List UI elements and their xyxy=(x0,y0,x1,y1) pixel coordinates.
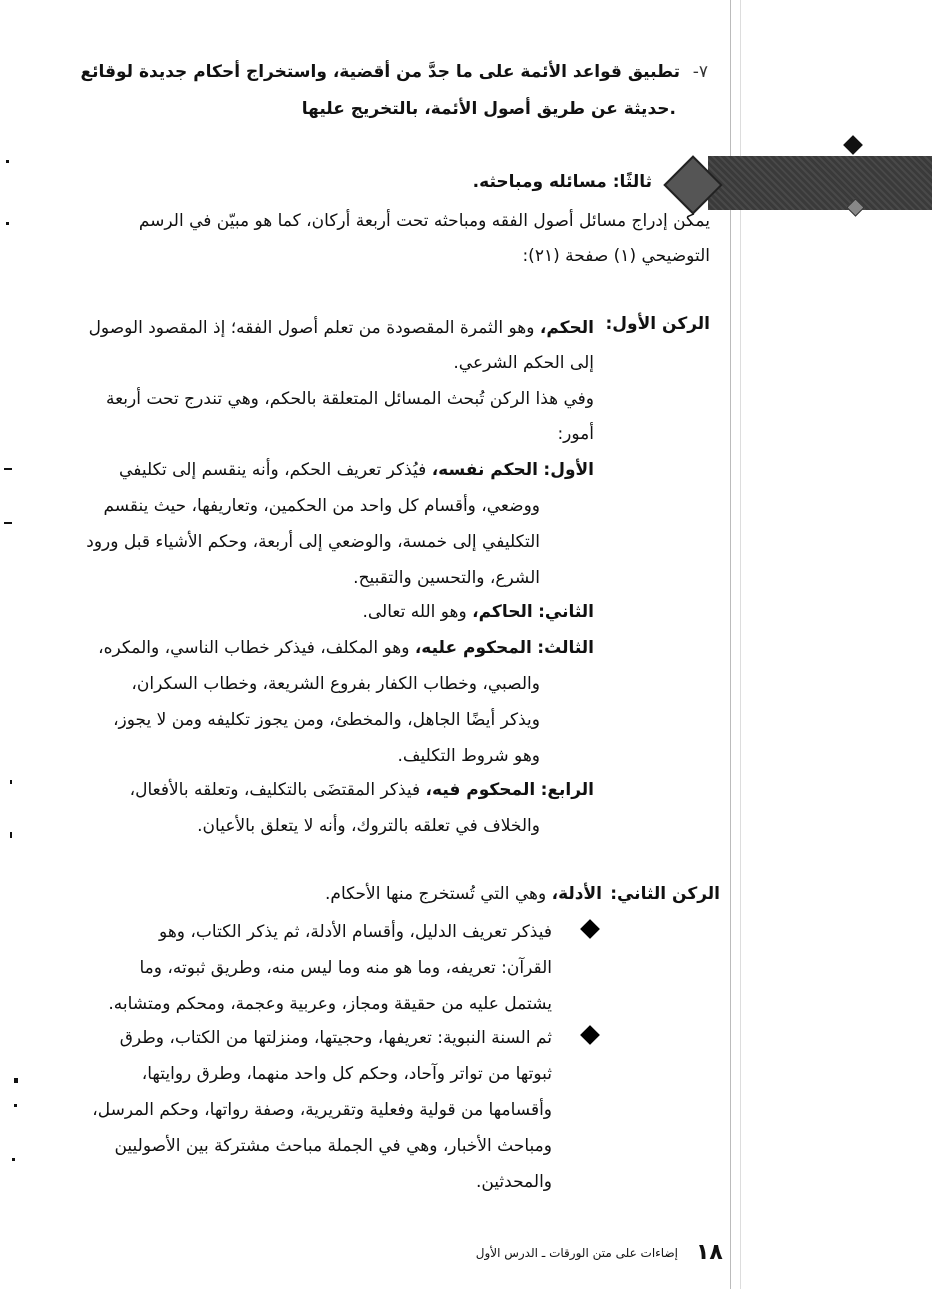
pillar-2-lead-term: الأدلة، xyxy=(551,884,602,904)
section-3-intro-line-2: التوضيحي (١) صفحة (٢١): xyxy=(522,246,710,266)
pillar-1-item-1-line-1 xyxy=(119,460,594,480)
pillar-1-item-3-line-1 xyxy=(98,638,594,658)
item-7-number: -٧ xyxy=(692,62,708,82)
pillar-1-item-1-text-4: الشرع، والتحسين والتقبيح. xyxy=(353,568,540,588)
pillar-1-item-3-text-2: والصبي، وخطاب الكفار بفروع الشريعة، وخطاب السكران، xyxy=(131,674,540,694)
edge-speck xyxy=(12,1158,15,1161)
pillar-1-item-4-line-1 xyxy=(130,780,594,800)
edge-speck xyxy=(10,780,12,784)
pillar-1-item-4-label: الرابع: xyxy=(540,780,594,800)
pillar-1-item-1-text-2: ووضعي، وأقسام كل واحد من الحكمين، وتعاريفها، حيث ينقسم xyxy=(103,496,540,516)
edge-speck xyxy=(6,222,9,225)
edge-speck xyxy=(14,1078,18,1083)
pillar-2-bullet-2-line-2: ثبوتها من تواتر وآحاد، وحكم كل واحد منهما، وطرق روايتها، xyxy=(141,1064,552,1084)
section-banner-texture xyxy=(708,156,932,210)
pillar-1-line-1 xyxy=(89,318,594,338)
pillar-2-bullet-2-line-3: وأقسامها من قولية وفعلية وتقريرية، وصفة رواتها، وحكم المرسل، xyxy=(92,1100,552,1120)
pillar-1-item-4-text-1: فيذكر المقتضَى بالتكليف، وتعلقه بالأفعال، xyxy=(129,780,421,800)
edge-speck xyxy=(14,1104,17,1107)
section-3-intro-line-1: يمكن إدراج مسائل أصول الفقه ومباحثه تحت أربعة أركان، كما هو مبيّن في الرسم xyxy=(138,211,710,231)
edge-speck xyxy=(10,832,12,838)
pillar-1-lead-term: الحكم، xyxy=(539,318,594,338)
pillar-2-bullet-1-line-1: فيذكر تعريف الدليل، وأقسام الأدلة، ثم يذكر الكتاب، وهو xyxy=(159,922,552,942)
pillar-2-line-1-rest: وهي التي تُستخرج منها الأحكام. xyxy=(325,884,547,904)
banner-diamond-icon xyxy=(843,135,863,155)
item-7-line-2: حديثة عن طريق أصول الأئمة، بالتخريج عليها. xyxy=(301,99,676,119)
pillar-2-bullet-1-line-3: يشتمل عليه من حقيقة ومجاز، وعربية وعجمة، ومحكم ومتشابه. xyxy=(108,994,552,1014)
edge-speck xyxy=(6,160,9,163)
pillar-2-bullet-1-line-2: القرآن: تعريفه، وما هو منه وما ليس منه، وطريق ثبوته، وما xyxy=(139,958,552,978)
pillar-1-item-1-label: الأول: xyxy=(543,460,594,480)
pillar-1-item-4-text-2: والخلاف في تعلقه بالتروك، وأنه لا يتعلق بالأعيان. xyxy=(197,816,540,836)
page-number: ١٨ xyxy=(696,1240,723,1265)
bullet-diamond-icon xyxy=(580,1025,600,1045)
pillar-1-item-2-text-1: وهو الله تعالى. xyxy=(362,602,467,622)
pillar-1-item-3-term: المحكوم عليه، xyxy=(414,638,532,658)
pillar-1-label: الركن الأول: xyxy=(605,314,710,334)
pillar-2-label: الركن الثاني: xyxy=(610,884,720,904)
pillar-1-item-1-text-1: فيُذكر تعريف الحكم، وأنه ينقسم إلى تكليفي xyxy=(119,460,427,480)
running-title: إضاءات على متن الورقات ـ الدرس الأول xyxy=(475,1246,678,1260)
pillar-1-item-3-text-4: وهو شروط التكليف. xyxy=(397,746,540,766)
pillar-1-line-2: إلى الحكم الشرعي. xyxy=(453,353,594,373)
pillar-1-item-2-term: الحاكم، xyxy=(472,602,533,622)
pillar-1-item-4-term: المحكوم فيه، xyxy=(425,780,536,800)
pillar-1-line-1-rest: وهو الثمرة المقصودة من تعلم أصول الفقه؛ إذ المقصود الوصول xyxy=(88,318,535,338)
pillar-2-bullet-2-line-4: ومباحث الأخبار، وهي في الجملة مباحث مشتركة بين الأصوليين xyxy=(114,1136,552,1156)
edge-speck xyxy=(4,468,12,470)
pillar-1-item-2-label: الثاني: xyxy=(538,602,594,622)
bullet-diamond-icon xyxy=(580,919,600,939)
pillar-1-item-1-term: الحكم نفسه، xyxy=(431,460,538,480)
pillar-1-line-4: أمور: xyxy=(557,424,594,444)
pillar-1-line-3: وفي هذا الركن تُبحث المسائل المتعلقة بالحكم، وهي تندرج تحت أربعة xyxy=(105,389,594,409)
pillar-1-item-3-text-3: ويذكر أيضًا الجاهل، والمخطئ، ومن يجوز تكليفه ومن لا يجوز، xyxy=(113,710,540,730)
edge-speck xyxy=(4,522,12,524)
item-7-line-1: تطبيق قواعد الأئمة على ما جدَّ من أقضية، واستخراج أحكام جديدة لوقائع xyxy=(80,62,680,82)
pillar-1-item-3-label: الثالث: xyxy=(537,638,594,658)
pillar-2-bullet-2-line-5: والمحدثين. xyxy=(475,1172,552,1192)
pillar-2-bullet-2-line-1: ثم السنة النبوية: تعريفها، وحجيتها، ومنزلتها من الكتاب، وطرق xyxy=(119,1028,552,1048)
pillar-1-item-1-text-3: التكليفي إلى خمسة، والوضعي إلى أربعة، وحكم الأشياء قبل ورود xyxy=(86,532,540,552)
section-3-heading: ثالثًا: مسائله ومباحثه. xyxy=(472,172,652,192)
pillar-1-item-2-line-1 xyxy=(362,602,594,622)
pillar-2-line-1 xyxy=(325,884,602,904)
pillar-1-item-3-text-1: وهو المكلف، فيذكر خطاب الناسي، والمكره، xyxy=(98,638,410,658)
